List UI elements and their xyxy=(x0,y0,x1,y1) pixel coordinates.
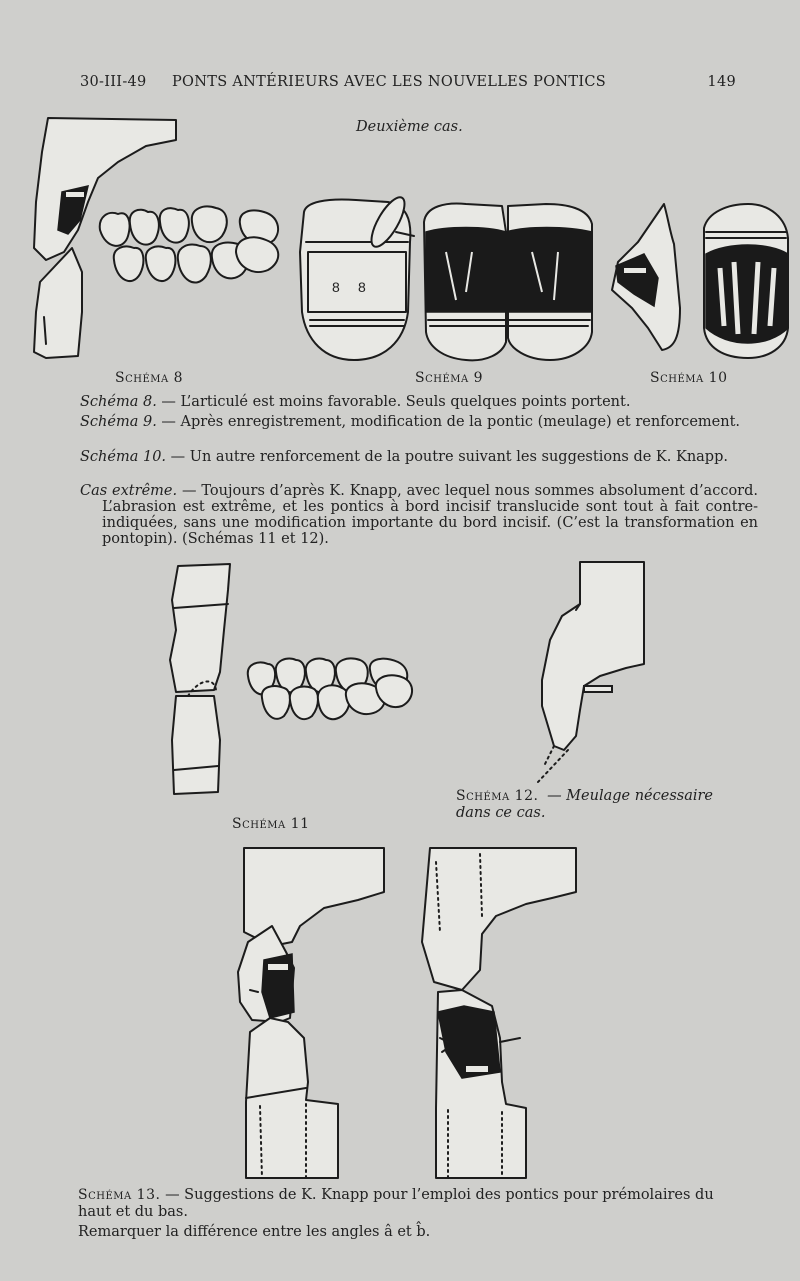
teeth-row-lower xyxy=(114,237,278,282)
grinding-line xyxy=(538,750,568,782)
schema-10-drawing xyxy=(608,198,792,364)
schema-11-drawing xyxy=(158,560,418,810)
paragraph-schema-10: Schéma 10. — Un autre renforcement de la poutre suivant les suggestions de K. Knapp. xyxy=(80,449,728,465)
paragraph-cas-extreme: Cas extrême. — Toujours d’après K. Knapp, avec lequel nous sommes absolument d’accord. L’abrasion est extrême, et les pontics à bord incisif translucide sont tout à fait contre-indiquées, sans une modification importante du bord incisif. (C’est la transformation en pontopin). (Schémas 11 et 12). xyxy=(80,483,758,547)
label-schema-8: Schéma 8 xyxy=(115,370,184,386)
label-schema-9: Schéma 9 xyxy=(415,370,484,386)
label-schema-10: Schéma 10 xyxy=(650,370,728,386)
final-remark: Remarquer la différence entre les angles â et b̂. xyxy=(78,1224,431,1240)
reinforcement-band-9 xyxy=(426,228,592,313)
svg-text:8: 8 xyxy=(332,279,340,295)
label-schema-11: Schéma 11 xyxy=(232,816,310,832)
schema-9-drawing xyxy=(296,192,596,364)
section-subtitle: Deuxième cas. xyxy=(356,119,463,135)
schema-13-drawing xyxy=(226,842,590,1184)
caption-schema-12: Schéma 12. — Meulage nécessaire dans ce cas. xyxy=(456,788,713,821)
header-title: PONTS ANTÉRIEURS AVEC LES NOUVELLES PONTICS xyxy=(172,74,607,90)
lower-tooth-11 xyxy=(172,696,220,794)
page-number: 149 xyxy=(707,74,736,90)
upper-tooth-12 xyxy=(542,562,644,750)
schema-8-drawing xyxy=(28,112,288,362)
caption-schema-13: Schéma 13. — Suggestions de K. Knapp pour l’emploi des pontics pour prémolaires du haut et du bas. xyxy=(78,1187,714,1220)
svg-text:8: 8 xyxy=(358,279,366,295)
paragraph-schema-8: Schéma 8. — L’articulé est moins favorable. Seuls quelques points portent. xyxy=(80,394,631,410)
header-date: 30-III-49 xyxy=(80,74,147,90)
upper-premolar-right xyxy=(422,848,576,990)
schema-12-drawing xyxy=(520,560,650,786)
lower-incisor xyxy=(34,248,82,358)
lower-premolar-left xyxy=(246,1018,338,1178)
paragraph-schema-9: Schéma 9. — Après enregistrement, modification de la pontic (meulage) et renforcement. xyxy=(80,414,741,430)
upper-tooth-11 xyxy=(170,564,230,692)
